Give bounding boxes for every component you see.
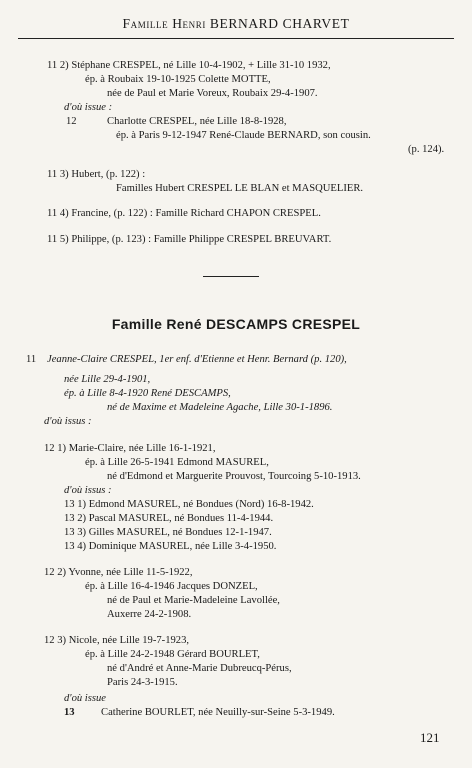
entry-line: 11 5) Philippe, (p. 123) : Famille Philippe CRESPEL BREUVART. <box>47 234 332 245</box>
generation-number: 11 <box>26 354 37 365</box>
entry-line: né d'André et Anne-Marie Dubreucq-Pérus, <box>107 663 292 674</box>
entry-line: 12 1) Marie-Claire, née Lille 16-1-1921, <box>44 443 216 454</box>
entry-line: 12 2) Yvonne, née Lille 11-5-1922, <box>44 567 193 578</box>
entry-line: ép. à Paris 9-12-1947 René-Claude BERNARD, son cousin. <box>116 130 371 141</box>
entry-line: 11 2) Stéphane CRESPEL, né Lille 10-4-1902, + Lille 31-10 1932, <box>47 60 331 71</box>
entry-line: Charlotte CRESPEL, née Lille 18-8-1928, <box>107 116 287 127</box>
header-rule <box>18 38 454 39</box>
entry-line: (p. 124). <box>408 144 445 155</box>
entry-line: 11 3) Hubert, (p. 122) : <box>47 169 146 180</box>
entry-line: née de Paul et Marie Voreux, Roubaix 29-4-1907. <box>107 88 318 99</box>
entry-line: d'où issus : <box>44 416 92 427</box>
entry-line: Auxerre 24-2-1908. <box>107 609 192 620</box>
header-family-name: BERNARD CHARVET <box>209 16 350 31</box>
generation-number: 13 <box>64 707 75 718</box>
entry-line: d'où issus : <box>64 485 112 496</box>
entry-line: 12 3) Nicole, née Lille 19-7-1923, <box>44 635 190 646</box>
entry-line: ép. à Roubaix 19-10-1925 Colette MOTTE, <box>85 74 271 85</box>
entry-line: ép. à Lille 16-4-1946 Jacques DONZEL, <box>85 581 258 592</box>
entry-line: Familles Hubert CRESPEL LE BLAN et MASQUELIER. <box>116 183 364 194</box>
entry-line: 13 3) Gilles MASUREL, né Bondues 12-1-1947. <box>64 527 272 538</box>
entry-line: ép. à Lille 8-4-1920 René DESCAMPS, <box>64 388 231 399</box>
entry-line: née Lille 29-4-1901, <box>64 374 151 385</box>
entry-line: 11 4) Francine, (p. 122) : Famille Richard CHAPON CRESPEL. <box>47 208 321 219</box>
entry-line: né d'Edmond et Marguerite Prouvost, Tourcoing 5-10-1913. <box>107 471 361 482</box>
entry-line: 13 1) Edmond MASUREL, né Bondues (Nord) 16-8-1942. <box>64 499 314 510</box>
header-prefix: Famille Henri <box>122 16 206 31</box>
entry-line: ép. à Lille 26-5-1941 Edmond MASUREL, <box>85 457 269 468</box>
entry-line: né de Maxime et Madeleine Agache, Lille 30-1-1896. <box>107 402 333 413</box>
running-header <box>0 16 472 32</box>
section-separator <box>203 276 259 277</box>
entry-line: ép. à Lille 24-2-1948 Gérard BOURLET, <box>85 649 260 660</box>
entry-line: d'où issue <box>64 693 106 704</box>
section-title: Famille René DESCAMPS CRESPEL <box>111 316 361 332</box>
entry-line: Paris 24-3-1915. <box>107 677 178 688</box>
entry-line: Jeanne-Claire CRESPEL, 1er enf. d'Etienne et Henr. Bernard (p. 120), <box>47 354 347 365</box>
entry-line: Catherine BOURLET, née Neuilly-sur-Seine 5-3-1949. <box>101 707 335 718</box>
entry-line: 13 4) Dominique MASUREL, née Lille 3-4-1950. <box>64 541 277 552</box>
page-number: 121 <box>420 730 440 745</box>
generation-number: 12 <box>66 116 77 127</box>
entry-line: d'où issue : <box>64 102 113 113</box>
entry-line: 13 2) Pascal MASUREL, né Bondues 11-4-1944. <box>64 513 274 524</box>
entry-line: né de Paul et Marie-Madeleine Lavollée, <box>107 595 280 606</box>
